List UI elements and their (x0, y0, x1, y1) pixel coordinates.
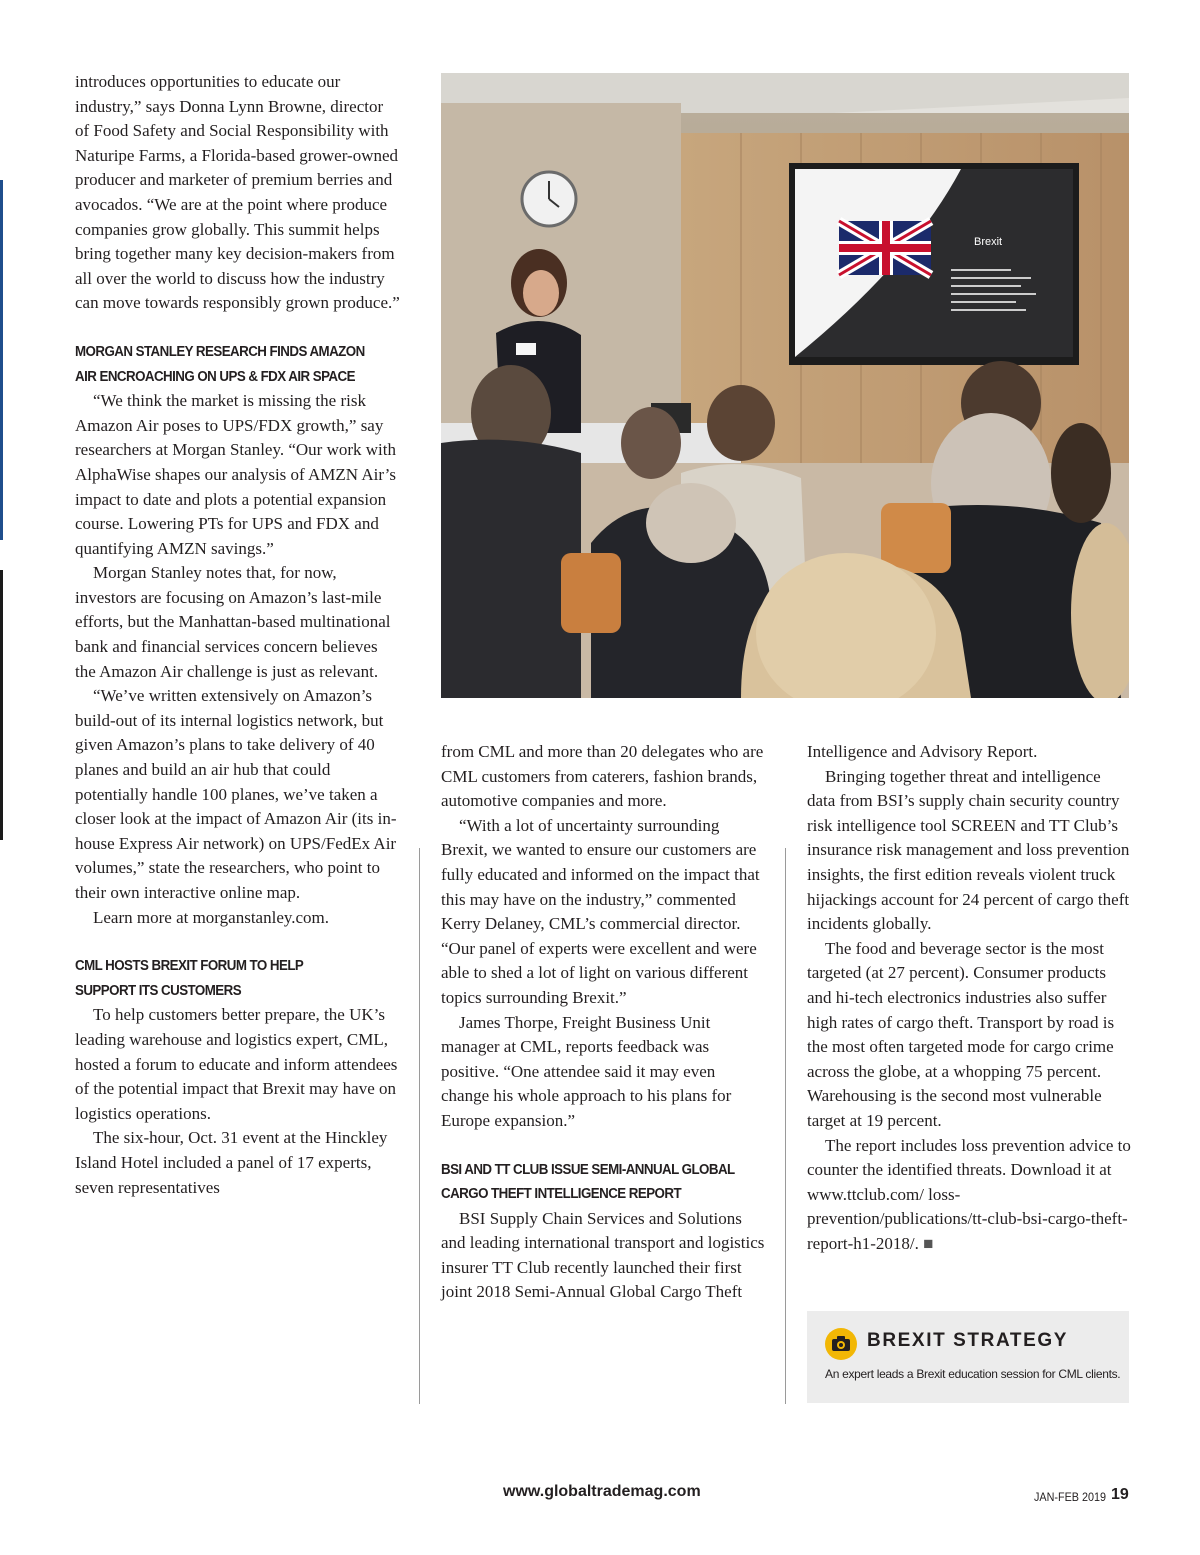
caption-title: BREXIT STRATEGY (867, 1330, 1068, 1351)
paragraph: Intelligence and Advisory Report. (807, 742, 1038, 761)
paragraph: from CML and more than 20 delegates who are CML customers from caterers, fashion brands, automotive companies and more. (441, 742, 764, 811)
heading-morgan-stanley (75, 340, 374, 389)
heading-line: MORGAN STANLEY RESEARCH FINDS AMAZON (75, 343, 365, 360)
caption-text: An expert leads a Brexit education session for CML clients. (825, 1367, 1121, 1381)
intro-paragraph: introduces opportunities to educate our industry,” says Donna Lynn Browne, director of Food Safety and Social Responsibility with Naturipe Farms, a Florida-based grower-owned producer and marketer of premium berries and avocados. “We are at the point where produce companies grow globally. This summit helps bring together many key decision-makers from all over the world to discuss how the industry can move towards responsibly grown produce.” (75, 72, 400, 313)
column-divider-1 (419, 848, 420, 1404)
end-of-article-mark: ■ (923, 1233, 934, 1253)
slide-title: Brexit (974, 236, 1003, 248)
paragraph: Bringing together threat and intelligence data from BSI’s supply chain security country risk intelligence tool SCREEN and TT Club’s insurance risk management and loss prevention insights, the first edition reveals violent truck hijackings account for 24 percent of cargo theft incidents globally. (807, 766, 1130, 934)
paragraph: James Thorpe, Freight Business Unit manager at CML, reports feedback was positive. “One attendee said it may even change his whole approach to his plans for Europe expansion.” (441, 1012, 732, 1130)
footer-website: www.globaltrademag.com (503, 1483, 701, 1500)
paragraph: BSI Supply Chain Services and Solutions and leading international transport and logistics insurer TT Club recently launched their first joint 2018 Semi-Annual Global Cargo Theft (441, 1208, 765, 1302)
page-edge-mark-black (0, 570, 3, 840)
download-paragraph-text: The report includes loss prevention advice to counter the identified threats. Download it at www.ttclub.com/ loss-prevention/publications/tt-club-bsi-cargo-theft-report-h1-2018/. (807, 1135, 1131, 1253)
footer-issue-date: JAN-FEB 2019 (1034, 1490, 1107, 1504)
paragraph: The food and beverage sector is the most targeted (at 27 percent). Consumer products and hi-tech electronics industries also suffer high rates of cargo theft. Transport by road is the most often targeted mode for cargo crime across the globe, at a whopping 75 percent. Warehousing is the second most vulnerable target at 19 percent. (807, 938, 1115, 1130)
heading-bsi-tt-club (441, 1158, 740, 1207)
heading-line: SUPPORT ITS CUSTOMERS (75, 982, 242, 999)
page-edge-mark-blue (0, 180, 3, 540)
column-divider-2 (785, 848, 786, 1404)
article-column-1 (75, 70, 400, 1200)
camera-icon (825, 1328, 857, 1360)
paragraph: Learn more at morganstanley.com. (93, 907, 330, 927)
paragraph: “We think the market is missing the risk Amazon Air poses to UPS/FDX growth,” say researchers at Morgan Stanley. “Our work with AlphaWise shapes our analysis of AMZN Air’s impact to date and plots a potential expansion course. Lowering PTs for UPS and FDX and quantifying AMZN savings.” (75, 391, 397, 558)
photo-caption-box (807, 1311, 1129, 1403)
heading-cml-brexit (75, 954, 374, 1003)
page-number: 19 (1111, 1486, 1129, 1503)
paragraph: “With a lot of uncertainty surrounding Brexit, we wanted to ensure our customers are fully educated and informed on the impact that this may have on the industry,” commented Kerry Delaney, CML’s commercial director. “Our panel of experts were excellent and were able to shed a lot of light on various different topics surrounding Brexit.” (441, 815, 760, 1007)
article-column-3 (807, 740, 1132, 1256)
event-photo (441, 73, 1129, 698)
presentation-scene-illustration (441, 73, 1129, 698)
heading-line: AIR ENCROACHING ON UPS & FDX AIR SPACE (75, 368, 355, 385)
paragraph: “We’ve written extensively on Amazon’s build-out of its internal logistics network, but given Amazon’s plans to take delivery of 40 planes and build an air hub that could potentially handle 100 planes, we’ve taken a closer look at the impact of Amazon Air (its in-house Express Air network) on UPS/FedEx Air volumes,” state the researchers, who point to their own interactive online map. (75, 686, 397, 902)
paragraph: To help customers better prepare, the UK’s leading warehouse and logistics expert, CML, hosted a forum to educate and inform attendees of the potential impact that Brexit may have on logistics operations. (75, 1005, 398, 1123)
paragraph: Morgan Stanley notes that, for now, investors are focusing on Amazon’s last-mile efforts, but the Manhattan-based multinational bank and financial services concern believes the Amazon Air challenge is just as relevant. (75, 563, 391, 681)
heading-line: CARGO THEFT INTELLIGENCE REPORT (441, 1186, 682, 1203)
heading-line: BSI AND TT CLUB ISSUE SEMI-ANNUAL GLOBAL (441, 1161, 735, 1178)
article-column-2 (441, 740, 766, 1305)
paragraph: The six-hour, Oct. 31 event at the Hinckley Island Hotel included a panel of 17 experts, seven representatives (75, 1128, 388, 1197)
heading-line: CML HOSTS BREXIT FORUM TO HELP (75, 958, 304, 975)
paragraph (807, 1134, 1132, 1257)
